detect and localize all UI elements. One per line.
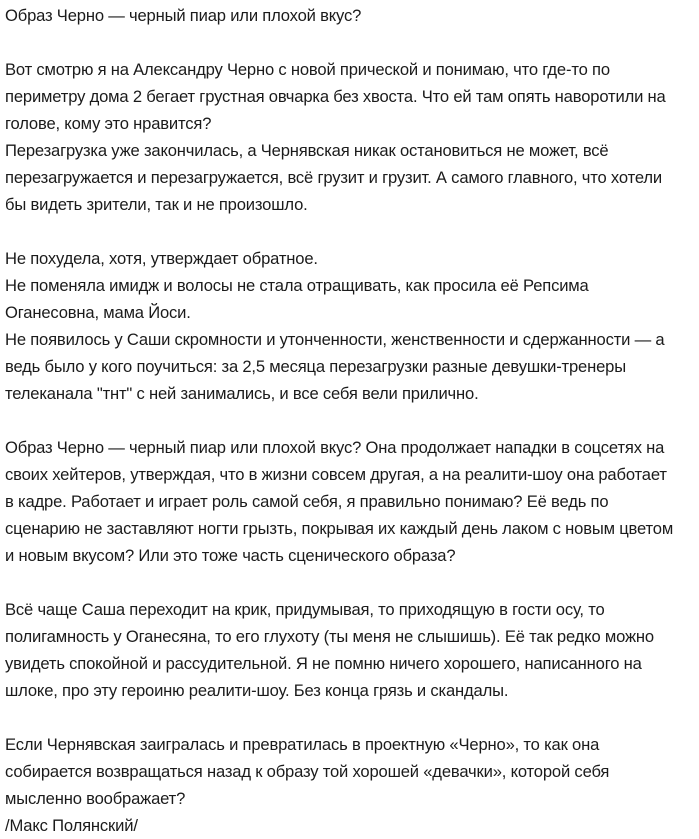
author-signature: /Макс Полянский/ — [5, 816, 138, 835]
paragraph-7: Всё чаще Саша переходит на крик, придумывая, то приходящую в гости осу, то полигамность у Оганесяна, то его глухоту (ты меня не слышишь). Её так редко можно увидеть спокойной и рассудительной. Я не помню ничего хорошего, написанного на шлоке, про эту героиню реалити-шоу. Без конца грязь и скандалы. — [5, 600, 659, 700]
paragraph-5: Не появилось у Саши скромности и утонченности, женственности и сдержанности — а ведь было у кого поучиться: за 2,5 месяца перезагрузки разные девушки-тренеры телеканала "тнт" с ней занимались, и все себя вели прилично. — [5, 330, 669, 403]
paragraph-4: Не поменяла имидж и волосы не стала отращивать, как просила её Репсима Оганесовна, мама Йоси. — [5, 276, 593, 322]
paragraph-8: Если Чернявская заигралась и превратилась в проектную «Черно», то как она собирается возвращаться назад к образу той хорошей «девачки», которой себя мысленно воображает? — [5, 735, 614, 808]
paragraph-1: Вот смотрю я на Александру Черно с новой прической и понимаю, что где-то по периметру дома 2 бегает грустная овчарка без хвоста. Что ей там опять наворотили на голове, кому это нравится? — [5, 60, 670, 133]
paragraph-2: Перезагрузка уже закончилась, а Чернявская никак остановиться не может, всё перезагружается и перезагружается, всё грузит и грузит. А самого главного, что хотели бы видеть зрители, так и не произошло. — [5, 141, 667, 214]
article-title: Образ Черно — черный пиар или плохой вкус? — [5, 6, 362, 25]
paragraph-3: Не похудела, хотя, утверждает обратное. — [5, 249, 318, 268]
paragraph-6: Образ Черно — черный пиар или плохой вкус? Она продолжает нападки в соцсетях на своих хейтеров, утверждая, что в жизни совсем другая, а на реалити-шоу она работает в кадре. Работает и играет роль самой себя, я правильно понимаю? Её ведь по сценарию не заставляют ногти грызть, покрывая их каждый день лаком с новым цветом и новым вкусом? Или это тоже часть сценического образа? — [5, 438, 678, 565]
